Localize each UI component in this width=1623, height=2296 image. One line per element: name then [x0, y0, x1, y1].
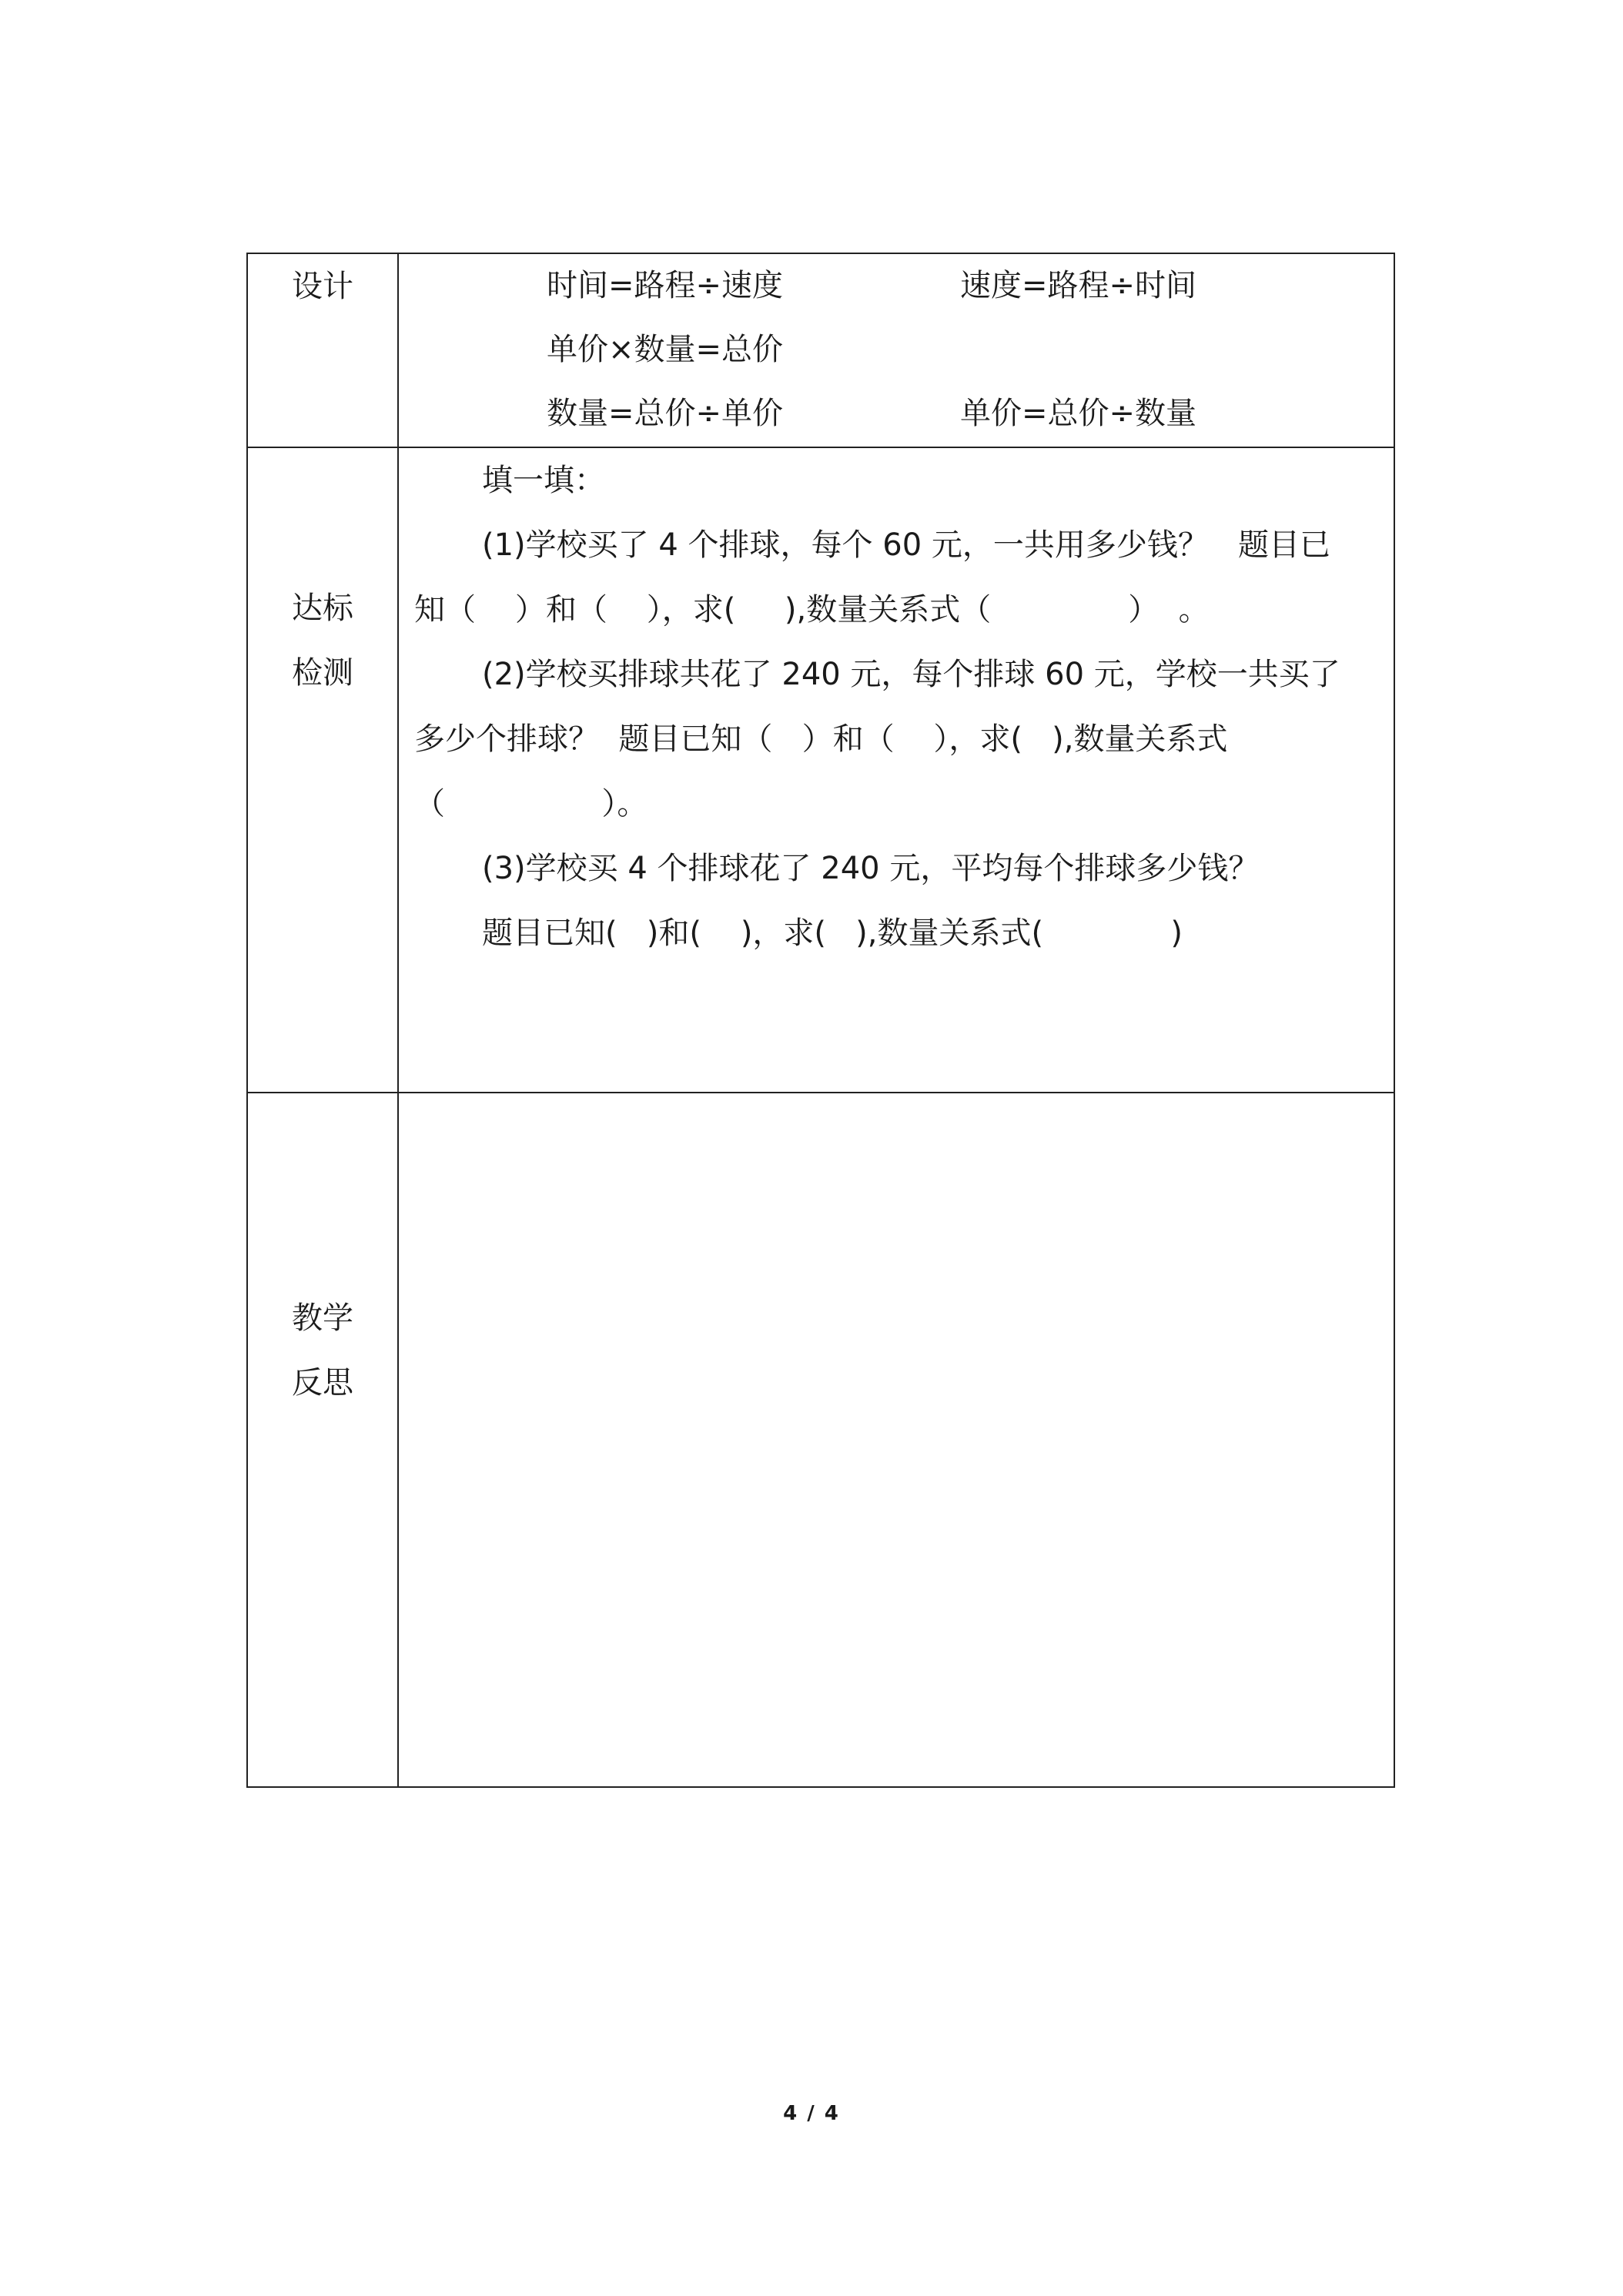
question-2-line-3: （ ）。 — [414, 786, 648, 822]
formula-line — [399, 382, 1394, 446]
question-2-line-1: (2)学校买排球共花了 240 元，每个排球 60 元，学校一共买了 — [482, 657, 1340, 692]
formula-unit-price: 单价=总价÷数量 — [960, 396, 1197, 431]
question-1-line-2: 知（ ）和（ ），求( ),数量关系式（ ） 。 — [414, 592, 1210, 628]
reflect-label-line2: 反思 — [292, 1365, 353, 1401]
design-label-cell — [247, 253, 398, 447]
test-label-cell — [247, 447, 398, 1093]
lesson-plan-table — [246, 253, 1395, 1788]
reflect-label-line1: 教学 — [292, 1300, 353, 1336]
page-number: 4 / 4 — [783, 2102, 840, 2125]
test-label-line1: 达标 — [292, 591, 353, 626]
question-2-line-2: 多少个排球？ 题目已知（ ）和（ ），求( ),数量关系式 — [414, 721, 1228, 757]
question-1-line-1: (1)学校买了 4 个排球，每个 60 元，一共用多少钱？ 题目已 — [482, 527, 1331, 563]
reflect-row — [247, 1093, 1394, 1787]
question-3-line-2: 题目已知( )和( )，求( ),数量关系式( ) — [482, 915, 1183, 951]
test-intro: 填一填： — [482, 463, 605, 498]
formula-total-price: 单价×数量=总价 — [547, 332, 784, 367]
reflect-content-cell[interactable] — [398, 1093, 1394, 1787]
design-content-cell — [398, 253, 1394, 447]
formula-quantity: 数量=总价÷单价 — [547, 396, 784, 431]
formula-speed: 速度=路程÷时间 — [960, 268, 1197, 303]
test-content-cell — [398, 447, 1394, 1093]
formula-time: 时间=路程÷速度 — [547, 268, 784, 303]
formula-line — [399, 254, 1394, 318]
design-label: 设计 — [292, 269, 353, 304]
test-questions — [399, 448, 1394, 966]
formula-line — [399, 318, 1394, 382]
reflect-label-cell — [247, 1093, 398, 1787]
test-row — [247, 447, 1394, 1093]
design-row — [247, 253, 1394, 447]
test-label-line2: 检测 — [292, 655, 353, 691]
question-3-line-1: (3)学校买 4 个排球花了 240 元，平均每个排球多少钱？ — [482, 851, 1260, 886]
